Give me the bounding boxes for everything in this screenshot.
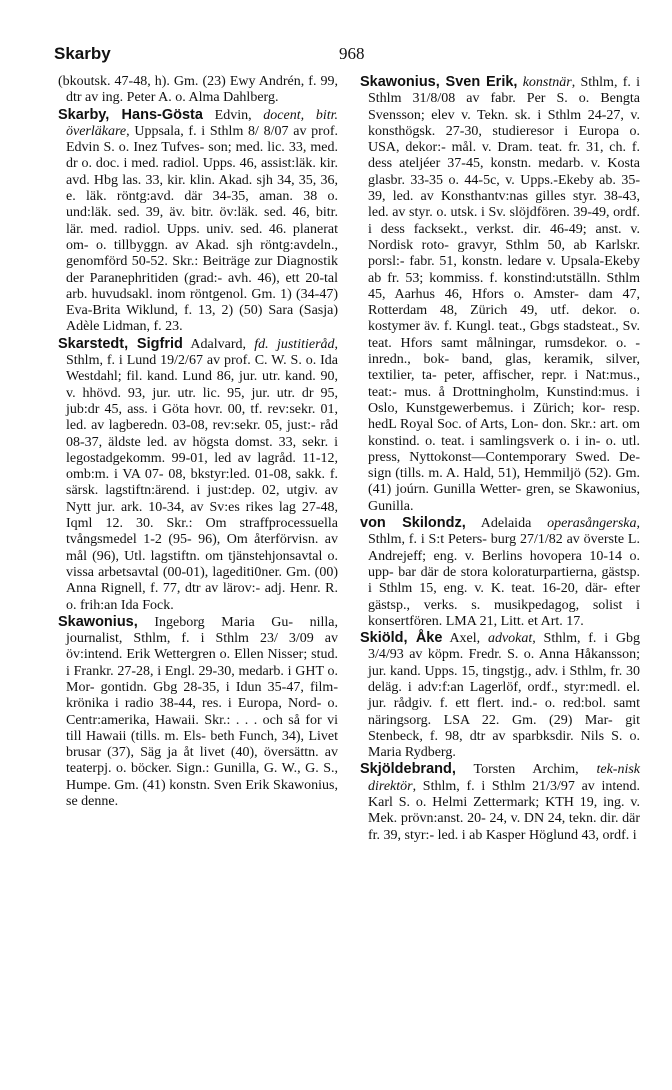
entry-headword: Skjöldebrand, — [360, 761, 456, 778]
entry-text: med. radiol. Upps. 46, assist:läk. kir. — [131, 156, 338, 172]
biography-entry — [58, 614, 338, 811]
entry-text: git Stenbeck, f. 98, dtr av sparbksdir. — [368, 712, 640, 744]
entry-text: 34, 35, 36, e. läk. röntg:avd. där 34-35, — [66, 172, 338, 205]
entry-text: aman. 38 o. und:läk. sed. 39, äv. bitr. — [66, 189, 338, 221]
biography-entry — [58, 336, 338, 614]
entry-text: (52). Gm. (41) joúrn. Gunilla Wetter- — [368, 466, 640, 498]
entry-text: 24, v. DN 24, tekn. dir. där fr. 39, styr:- — [368, 811, 640, 843]
entry-text: ja åt livet (40), översättn. av teaterpj. — [66, 745, 338, 777]
entry-text: Wiklund, f. 13, 2) (50) Sara (Sasja) — [126, 303, 339, 319]
entry-text: Adèle Lidman, f. 23. — [66, 319, 183, 335]
entry-headword: Skawonius, — [58, 613, 138, 630]
entry-text: band, glas, keramik, silver, textilier, ta- — [368, 352, 640, 384]
entry-text: gravyr, Sthlm 50, ab Karlskr. porsl:- — [368, 237, 640, 270]
entry-text: i samlingsverk o. i in- o. utl. press, — [368, 433, 640, 465]
entry-text: Engl. 29-30, medarb. i GHT o. Mor- — [66, 663, 338, 695]
entry-headword: Skawonius, Sven Erik, — [360, 74, 518, 90]
entry-text: Nytt jur. ark. 10-34, av Sv:es rikes — [66, 499, 279, 515]
entry-text: avh. 46), ett 20-tal arb. huvudsakl. inom — [66, 270, 338, 302]
entry-given-names: Ingeborg Maria — [154, 614, 272, 630]
entry-text: studieresor i Europa o. USA, dekor:- — [368, 123, 640, 156]
entry-text: Sthlm 45, Aarhus 46, Hfors o. Amster- — [368, 270, 640, 302]
entry-text: tillbyggn. av Akad. sjh röntg:avdeln., — [113, 237, 338, 253]
entry-text: av intend. Karl S. o. Helmi Zettermark; — [368, 778, 640, 811]
entry-text: Nyttokonst—Contemporary Swed. De- — [409, 449, 640, 465]
entry-text: i konsertfören. LMA 21, Litt. et Art. 17. — [368, 597, 640, 629]
entry-headword: Skarstedt, Sigfrid — [58, 335, 183, 352]
entry-text: krönika i radio 38-44, res. i Europa, — [66, 696, 288, 712]
entry-text: burg 27/1/82 av överste L. Andrejeff; — [368, 532, 640, 564]
entry-text: fabr. 51, konstn. ledare v. Upsala-Ekeby — [409, 254, 640, 270]
entry-text: sign (tills. m. A. Hald, 51), Hemmiljö — [368, 466, 585, 482]
entry-text: . . . och så for vi till Hawaii (tills. m. Els- — [66, 712, 339, 744]
entry-occupation: konstnär — [522, 75, 572, 90]
entry-text: 33, sekr. i legostadgekomm. 99-01, led — [66, 434, 338, 466]
page-number: 968 — [339, 44, 365, 63]
entry-text: Lund 86, jur. utr. kand. 90, v. hhövd. 93, — [66, 369, 338, 401]
entry-text: Upps. univ. sed. 46. planerat om- o. — [66, 221, 338, 253]
entry-text: dekor. o. kostymer äv. f. Kungl. teat., — [368, 303, 640, 335]
biography-entry — [58, 107, 338, 336]
entry-text: led. i ab Kasper Höglund 43, ordf. i — [437, 827, 637, 843]
entry-text: Alma Dahlberg. — [188, 90, 279, 106]
entry-text: mål. v. Dram. teat. fr. 31, ch. f. dess — [368, 140, 640, 172]
entry-text: Nord- o. Centr:amerika, Hawaii. Skr.: — [66, 696, 338, 728]
entry-text: i adv:f:an Lagerlöf, ordf., styr:medl. el. — [407, 679, 640, 695]
entry-text: o. böcker. Sign.: Gunilla, G. W., G. — [115, 761, 324, 777]
entry-text: straffprocessuella tvångsmedel 1-2 (95- — [66, 516, 338, 548]
entry-text: resp. hedL Royal Soc. of Arts, Lon- — [368, 400, 640, 433]
entry-text: o. Anna Håkansson; jur. kand. Upps. — [368, 647, 640, 679]
entry-occupation: fd. justitieråd — [254, 336, 335, 352]
entry-given-names: Edvin, — [214, 107, 264, 123]
entry-text: Erik Skawonius, se denne. — [66, 777, 338, 810]
entry-text: avd. Hbg las. 33, kir. klin. Akad. sjh — [66, 172, 278, 188]
entry-headword: von Skilondz, — [360, 515, 466, 532]
entry-text: son; med. lic. 33, med. dr o. doc. i — [66, 140, 338, 172]
entry-text: målningar, rumsdekor. o. -inredn., bok- — [368, 335, 640, 368]
biography-entry — [360, 515, 640, 630]
biography-entry — [58, 74, 338, 107]
entry-text: nilla, journalist, Sthlm, f. i Sthlm 23/ — [66, 614, 339, 647]
entry-text: Andrén, f. 99, dtr av ing. Peter A. o. — [66, 74, 338, 106]
entry-headword: Skiöld, Åke — [360, 630, 443, 647]
entry-given-names: Adelaida — [480, 516, 548, 532]
entry-occupation: tek-nisk direktör — [368, 762, 641, 794]
entry-text: (bkoutsk. 47-48, h). Gm. (23) Ewy — [58, 74, 259, 89]
entry-text: lag 27-48, Iqml 12. 30. Skr.: Om — [66, 499, 338, 532]
entry-given-names: Torsten Archim, — [473, 762, 597, 778]
entry-text: jur. rådgiv. f. ett flert. ind.- o. red:bol. — [368, 696, 614, 712]
entry-text: styr. 38-43, led. av styr. o. utsk. i Sv. — [368, 189, 640, 221]
entry-text: 8/07 av prof. Edvin S. o. Inez Tufves- — [66, 123, 338, 156]
entry-text: i Sthlm 24-27, v. konsthögsk. 27-30, — [368, 107, 640, 139]
entry-text: S. o. Bengta Svensson; elev v. Tekn. sk. — [368, 91, 640, 123]
entry-text: lagstiftn:ärend. i just:dep. 02, utgiv. av — [105, 483, 338, 499]
entry-occupation: advokat — [487, 631, 533, 647]
entry-text: , Sthlm, f. i S:t Peters- — [368, 516, 640, 548]
biography-entry — [360, 630, 640, 761]
entry-text: peter, affischer, repr. i Nat:mus., teat:- — [368, 368, 640, 400]
entry-text: KTH 19, ing. v. Mek. prövn:anst. 20- — [368, 795, 640, 827]
entry-text: (00) Anna Rignell, f. 77, dtr av lärov:- — [66, 564, 338, 597]
entry-text: av lagberedn. 03-08, rev:sekr. 05, just:- — [91, 418, 321, 434]
entry-given-names: Adalvard, — [190, 336, 255, 352]
entry-text: don. Skr.: art. om konstind. o. teat. — [368, 417, 640, 449]
entry-text: gontidn. Gbg 28-35, i Idun 35-47, film- — [100, 679, 338, 695]
entry-text: gren, se Skawonius, Gunilla. — [368, 482, 640, 514]
entry-text: beth Funch, 34), Livet brusar (37), Säg — [66, 728, 338, 761]
entry-text: arbetsavtal (00-01), lagediti0ner. Gm. — [98, 564, 315, 580]
entry-text: efter gästsp., verks. s. musikpedagog, solist — [368, 581, 640, 613]
entry-text: i Sthlm 15, eng. v. K. teat. 16-20, där- — [368, 581, 615, 597]
entry-text: Oslo, Kunstgewerbemus. i Zürich; kor- — [368, 400, 614, 416]
entry-text: glasbr. 33-35 o. 44-5c, v. Upps.-Ekeby — [368, 172, 600, 188]
entry-text: , Sthlm, — [532, 631, 589, 647]
entry-text: ateljéer 37-45, konstn. medarb. v. Kosta — [399, 156, 640, 172]
entry-given-names: Axel, — [449, 631, 488, 647]
entry-text: 3/09 av öv:intend. Erik Wettergren o. — [66, 631, 339, 663]
entry-text: röntgenol. Gm. 1) (34-47) Eva-Brita — [66, 286, 338, 319]
entry-text: jur. utr. lic. 95, jur. utr. dr 95, jub:dr 45, — [66, 385, 339, 417]
entry-text: 96), Om återförvisn. av mål (96), Utl. — [66, 532, 338, 564]
entry-text: dam 47, Rotterdam 48, Zürich 49, utf. — [368, 286, 641, 319]
entry-headword: Skarby, Hans-Gösta — [58, 106, 203, 123]
entry-text: , — [571, 75, 581, 90]
entry-text: 15, tingstjg., adv. i Sthlm, fr. 30 deläg. — [368, 663, 640, 695]
entry-text: lagstiftn. om tjänstehjonsavtal o. vissa — [66, 548, 338, 580]
entry-text: Gbgs stadsteat., Sv. teat. Hfors samt — [368, 319, 640, 351]
entry-text: ass. i Göta hovr. 00, tf. rev:sekr. 01, led. — [66, 401, 338, 434]
entry-text: , Sthlm, f. i Sthlm 21/3/97 — [412, 778, 582, 794]
entry-text: av lagråd. 11-12, omb:m. i VA 07- — [66, 450, 338, 483]
entry-text: prof. C. W. S. o. Ida Westdahl; fil. kand. — [66, 353, 339, 385]
entry-text: bar där de stora koloraturpartierna, gästsp. — [398, 564, 640, 580]
entry-text: eng. v. Berlins hovopera 10-14 o. upp- — [368, 548, 640, 580]
entry-text: mus. å Drottningholm, Kunstind:mus. i — [404, 384, 640, 400]
right-column — [360, 74, 640, 844]
entry-text: Sthlm, f. i Sthlm 31/8/08 av fabr. Per — [368, 75, 641, 107]
left-column — [58, 74, 338, 810]
entry-text: verkst. dir. 46-49; anst. v. Nordisk roto- — [368, 221, 640, 253]
entry-text: öv:läk. sed. 46, bitr. lär. med. radiol. — [66, 205, 338, 237]
entry-text: , Uppsala, f. i Sthlm 8/ — [126, 123, 264, 139]
biography-entry — [360, 761, 640, 843]
entry-text: ab fr. 53; kommiss. f. konstind:utställn. — [368, 270, 607, 286]
entry-text: samt näringsorg. LSA 22. Gm. (29) Mar- — [368, 696, 640, 728]
entry-text: Diagnostik der Paranephritiden (grad:- — [66, 254, 338, 286]
entry-text: 08, bkstyr:led. 01-08, sakk. f. särsk. — [66, 467, 338, 499]
entry-text: , Sthlm, f. i Lund 19/2/67 av — [66, 336, 339, 369]
entry-text: f. i Gbg 3/4/93 av köpm. Fredr. S. — [368, 631, 640, 663]
entry-text: Gu- — [271, 614, 310, 630]
page-header — [54, 44, 624, 72]
entry-text: råd 08-37, äldste led. av högsta domst. — [66, 418, 339, 450]
entry-text: ab. 35-39, led. av Konsthantv:nas gilles — [368, 172, 640, 205]
entry-text: Nils S. o. Maria Rydberg. — [368, 728, 641, 761]
entry-text: S., Humpe. Gm. (41) konstn. Sven — [66, 761, 338, 793]
entry-text: Ellen Nisser; stud. i Frankr. 27-28, i — [66, 647, 338, 679]
running-head: Skarby — [54, 44, 111, 63]
entry-text: genomförd 50-52. Skr.: Beiträge zur — [66, 254, 277, 270]
entry-text: adj. Henr. R. o. frih:an Ida Fock. — [66, 581, 338, 613]
entry-text: slöjdfören. 39-49, ordf. i dess facksekt., — [368, 205, 640, 237]
entry-occupation: docent, bitr. överläkare — [66, 107, 338, 139]
biography-entry — [360, 74, 640, 515]
entry-occupation: operasångerska — [547, 516, 637, 532]
